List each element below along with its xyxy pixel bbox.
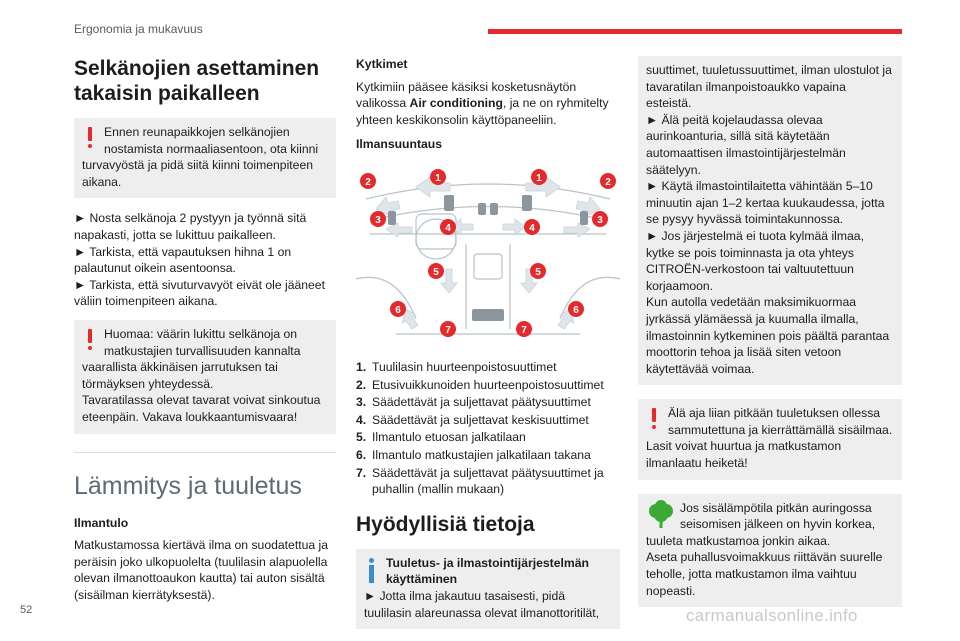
subheading-airflow: Ilmansuuntaus xyxy=(356,137,443,152)
heading-heating-ventilation: Lämmitys ja tuuletus xyxy=(74,471,302,500)
info-box-continued xyxy=(638,56,902,385)
callout-label: 3 xyxy=(375,214,381,226)
callout-label: 7 xyxy=(521,324,527,336)
info-continued-text: suuttimet, tuuletussuuttimet, ilman ulostulot ja tavaratilan ilmanpoistoaukko vapaina esteistä. ► Älä peitä kojelaudassa olevaa aurinkoanturia, sillä sitä käytetään automaattisen ilmastointijärjestelmän säätelyyn. ► Käytä ilmastointilaitetta vähintään 5–10 minuutin ajan 1–2 kertaa kuukaudessa, jotta se pysyy hyvässä toimintakunnossa. ► Jos järjestelmä ei tuota kylmää ilmaa, kytke se pois toiminnasta ja ota yhteys CITROËN-verkostoon tai valtuutettuun korjaamoon. Kun autolla vedetään maksimikuormaa jyrkässä ylämäessä ja kuumalla ilmalla, ilmastoinnin kytkeminen pois päältä parantaa moottorin tehoa ja lisää siten vetoon käytettävää voimaa. xyxy=(646,63,892,376)
subheading-controls: Kytkimet xyxy=(356,57,408,71)
warning-box-lock xyxy=(74,320,336,434)
callout-label: 1 xyxy=(536,172,542,184)
callout-label: 6 xyxy=(395,304,401,316)
callout-label: 4 xyxy=(529,222,535,234)
callout-label: 3 xyxy=(597,214,603,226)
callout-label: 5 xyxy=(535,266,541,278)
callout-label: 2 xyxy=(605,176,611,188)
info-box-usage xyxy=(356,549,620,629)
legend-item: 2. Etusivuikkunoiden huurteenpoistosuuttimet xyxy=(356,377,604,392)
callout-label: 4 xyxy=(445,222,451,234)
diagram-legend xyxy=(356,359,620,498)
warning-icon xyxy=(646,405,662,431)
callout-label: 7 xyxy=(445,324,451,336)
column-middle xyxy=(356,56,620,641)
warning-text-lock: Huomaa: väärin lukittu selkänoja on matkustajien turvallisuuden kannalta vaarallista äkkinäisen jarrutuksen tai törmäyksen yhteydessä. Tavaratilassa olevat tavarat voivat sinkoutua eteenpäin. Vakava loukkaantumisvaara! xyxy=(82,326,321,424)
steps-text: ► Nosta selkänoja 2 pystyyn ja työnnä sitä napakasti, jotta se lukittuu paikalleen. ► Tarkista, että vapautuksen hihna 1 on palautunut oikein asentoonsa. ► Tarkista, että sivuturvavyöt eivät ole jääneet väliin toimenpiteen aikana. xyxy=(74,211,325,309)
column-left xyxy=(74,56,336,609)
header-accent-bar xyxy=(488,29,902,34)
heading-seatback-reset: Selkänojien asettaminen takaisin paikalleen xyxy=(74,57,320,105)
callout-label: 2 xyxy=(365,176,371,188)
warning-icon xyxy=(82,124,98,150)
eco-tree-icon xyxy=(646,500,676,530)
warning-text-ventilation: Älä aja liian pitkään tuuletuksen ollessa sammutettuna ja kierrättämällä sisäilmaa. Lasit voivat huurtua ja matkustamon ilmanlaatu heiketä! xyxy=(646,406,893,471)
legend-item: 7. Säädettävät ja suljettavat päätysuuttimet ja puhallin (mallin mukaan) xyxy=(356,465,604,497)
controls-text: Kytkimiin pääsee käsiksi kosketusnäytön valikossa Air conditioning, ja ne on ryhmitelty yhteen keskikonsolin käyttöpaneeliin. xyxy=(356,79,609,127)
air-intake-text: Matkustamossa kiertävä ilma on suodatettua ja peräisin joko ulkopuolelta (tuulilasin alapuolella olevan ilmanottoaukon kautta) tai auton sisältä (sisäilman kierrätyksestä). xyxy=(74,538,329,602)
callout-label: 5 xyxy=(433,266,439,278)
info-icon xyxy=(364,555,380,585)
legend-item: 6. Ilmantulo matkustajien jalkatilaan takana xyxy=(356,447,591,462)
subheading-air-intake: Ilmantulo xyxy=(74,515,129,530)
info-text: ► Jotta ilma jakautuu tasaisesti, pidä tuulilasin alareunassa olevat ilmanottoritilät, xyxy=(364,588,600,620)
legend-item: 4. Säädettävät ja suljettavat keskisuuttimet xyxy=(356,412,589,427)
callout-label: 1 xyxy=(435,172,441,184)
watermark: carmanualsonline.info xyxy=(686,606,858,625)
legend-item: 3. Säädettävät ja suljettavat päätysuuttimet xyxy=(356,395,591,410)
page-number: 52 xyxy=(20,604,33,616)
legend-item: 1. Tuulilasin huurteenpoistosuuttimet xyxy=(356,359,557,374)
header-section-title: Ergonomia ja mukavuus xyxy=(74,22,203,36)
heading-useful-info: Hyödyllisiä tietoja xyxy=(356,512,535,536)
warning-box-belt xyxy=(74,118,336,198)
warning-icon xyxy=(82,326,98,352)
eco-box xyxy=(638,494,902,608)
info-title: Tuuletus- ja ilmastointijärjestelmän käyttäminen xyxy=(386,555,589,587)
eco-text: Jos sisälämpötila pitkän auringossa seisomisen jälkeen on hyvin korkea, tuuleta matkustamoa jonkin aikaa. Aseta puhallusvoimakkuus riittävän suurelle teholle, jotta matkustamon ilma vaihtuu nopeasti. xyxy=(646,500,883,598)
legend-item: 5. Ilmantulo etuosan jalkatilaan xyxy=(356,430,526,445)
warning-text-belt: Ennen reunapaikkojen selkänojien nostamista normaaliasentoon, ota kiinni turvavyöstä ja pidä siitä kiinni toimenpiteen aikana. xyxy=(82,125,319,189)
warning-box-ventilation xyxy=(638,399,902,479)
column-right xyxy=(638,56,902,619)
divider xyxy=(74,452,336,453)
air-distribution-diagram xyxy=(356,159,620,349)
callout-label: 6 xyxy=(573,304,579,316)
